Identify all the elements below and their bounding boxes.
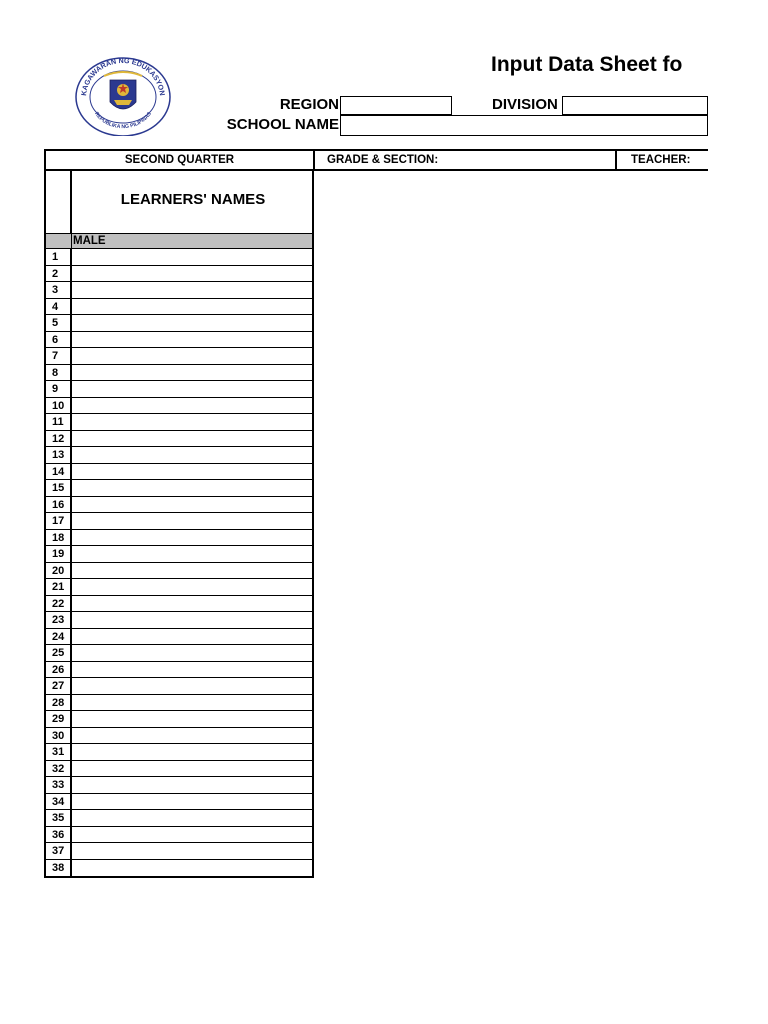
learner-name-cell[interactable]	[72, 315, 312, 331]
learner-name-cell[interactable]	[72, 761, 312, 777]
row-number: 19	[46, 546, 72, 562]
table-row	[46, 860, 312, 877]
number-column-header	[46, 171, 72, 233]
grade-section-cell[interactable]: GRADE & SECTION:	[315, 151, 617, 169]
table-row	[46, 530, 312, 547]
row-number: 16	[46, 497, 72, 513]
row-number: 37	[46, 843, 72, 859]
learner-name-cell[interactable]	[72, 513, 312, 529]
learner-name-cell[interactable]	[72, 860, 312, 877]
learner-name-cell[interactable]	[72, 530, 312, 546]
row-number: 28	[46, 695, 72, 711]
learner-name-cell[interactable]	[72, 563, 312, 579]
grid-header-row	[44, 149, 708, 171]
learner-name-cell[interactable]	[72, 843, 312, 859]
learners-names-header	[44, 171, 314, 233]
row-number: 17	[46, 513, 72, 529]
row-number: 2	[46, 266, 72, 282]
learner-name-cell[interactable]	[72, 414, 312, 430]
learner-name-cell[interactable]	[72, 645, 312, 661]
deped-seal	[74, 56, 172, 136]
row-number: 10	[46, 398, 72, 414]
table-row	[46, 414, 312, 431]
region-label: REGION	[279, 96, 339, 113]
learner-name-cell[interactable]	[72, 728, 312, 744]
table-row	[46, 464, 312, 481]
row-number: 1	[46, 249, 72, 265]
row-number: 13	[46, 447, 72, 463]
row-number: 25	[46, 645, 72, 661]
learner-name-cell[interactable]	[72, 629, 312, 645]
learner-name-cell[interactable]	[72, 827, 312, 843]
school-name-input[interactable]	[340, 115, 708, 136]
table-row	[46, 629, 312, 646]
table-row	[46, 563, 312, 580]
row-number: 8	[46, 365, 72, 381]
learner-name-cell[interactable]	[72, 579, 312, 595]
row-number: 21	[46, 579, 72, 595]
table-row	[46, 711, 312, 728]
row-number: 15	[46, 480, 72, 496]
row-number: 35	[46, 810, 72, 826]
teacher-cell[interactable]: TEACHER:	[631, 154, 691, 166]
row-number: 14	[46, 464, 72, 480]
learners-names-title: LEARNERS' NAMES	[120, 191, 266, 208]
row-number: 24	[46, 629, 72, 645]
table-row	[46, 266, 312, 283]
row-number: 5	[46, 315, 72, 331]
learner-name-cell[interactable]	[72, 777, 312, 793]
learner-name-cell[interactable]	[72, 497, 312, 513]
table-row	[46, 282, 312, 299]
row-number: 3	[46, 282, 72, 298]
row-number: 36	[46, 827, 72, 843]
table-row	[46, 728, 312, 745]
row-number: 31	[46, 744, 72, 760]
learner-name-cell[interactable]	[72, 266, 312, 282]
learner-name-cell[interactable]	[72, 431, 312, 447]
table-row	[46, 794, 312, 811]
learner-name-cell[interactable]	[72, 348, 312, 364]
learner-name-cell[interactable]	[72, 711, 312, 727]
division-label: DIVISION	[492, 96, 558, 113]
table-row	[46, 695, 312, 712]
table-row	[46, 777, 312, 794]
row-number: 11	[46, 414, 72, 430]
table-row	[46, 744, 312, 761]
male-label: MALE	[73, 235, 106, 247]
table-row	[46, 447, 312, 464]
table-row	[46, 761, 312, 778]
learner-name-cell[interactable]	[72, 612, 312, 628]
learner-name-cell[interactable]	[72, 596, 312, 612]
learner-name-cell[interactable]	[72, 695, 312, 711]
row-number: 7	[46, 348, 72, 364]
table-row	[46, 398, 312, 415]
learner-name-cell[interactable]	[72, 744, 312, 760]
male-number-cell	[46, 234, 72, 248]
page-title: Input Data Sheet fo	[491, 53, 683, 76]
learner-rows	[44, 249, 314, 878]
row-number: 20	[46, 563, 72, 579]
learner-name-cell[interactable]	[72, 332, 312, 348]
table-row	[46, 315, 312, 332]
table-row	[46, 827, 312, 844]
learner-name-cell[interactable]	[72, 381, 312, 397]
table-row	[46, 579, 312, 596]
row-number: 9	[46, 381, 72, 397]
row-number: 26	[46, 662, 72, 678]
table-row	[46, 662, 312, 679]
learner-name-cell[interactable]	[72, 398, 312, 414]
region-input[interactable]	[340, 96, 452, 115]
table-row	[46, 612, 312, 629]
learner-name-cell[interactable]	[72, 447, 312, 463]
learner-name-cell[interactable]	[72, 365, 312, 381]
table-row	[46, 678, 312, 695]
row-number: 6	[46, 332, 72, 348]
row-number: 29	[46, 711, 72, 727]
row-number: 34	[46, 794, 72, 810]
learner-name-cell[interactable]	[72, 546, 312, 562]
seal-top-text: KAGAWARAN NG EDUKASYON	[79, 56, 167, 97]
learner-name-cell[interactable]	[72, 249, 312, 265]
table-row	[46, 497, 312, 514]
row-number: 27	[46, 678, 72, 694]
learner-name-cell[interactable]	[72, 794, 312, 810]
table-row	[46, 381, 312, 398]
learner-name-cell[interactable]	[72, 464, 312, 480]
row-number: 33	[46, 777, 72, 793]
table-row	[46, 843, 312, 860]
table-row	[46, 513, 312, 530]
table-row	[46, 299, 312, 316]
division-input[interactable]	[562, 96, 708, 115]
row-number: 23	[46, 612, 72, 628]
table-row	[46, 348, 312, 365]
learner-name-cell[interactable]	[72, 299, 312, 315]
table-row	[46, 810, 312, 827]
table-row	[46, 480, 312, 497]
table-row	[46, 249, 312, 266]
table-row	[46, 645, 312, 662]
table-row	[46, 332, 312, 349]
learner-name-cell[interactable]	[72, 810, 312, 826]
row-number: 18	[46, 530, 72, 546]
quarter-cell: SECOND QUARTER	[46, 151, 315, 169]
school-name-label: SCHOOL NAME	[226, 116, 339, 133]
row-number: 22	[46, 596, 72, 612]
seal-bottom-text: REPUBLIKA NG PILIPINAS	[93, 111, 153, 131]
table-row	[46, 365, 312, 382]
male-section-row	[44, 233, 314, 249]
learner-name-cell[interactable]	[72, 662, 312, 678]
row-number: 38	[46, 860, 72, 877]
learner-name-cell[interactable]	[72, 480, 312, 496]
row-number: 12	[46, 431, 72, 447]
row-number: 4	[46, 299, 72, 315]
table-row	[46, 431, 312, 448]
row-number: 30	[46, 728, 72, 744]
row-number: 32	[46, 761, 72, 777]
learner-name-cell[interactable]	[72, 678, 312, 694]
table-row	[46, 596, 312, 613]
table-row	[46, 546, 312, 563]
learner-name-cell[interactable]	[72, 282, 312, 298]
